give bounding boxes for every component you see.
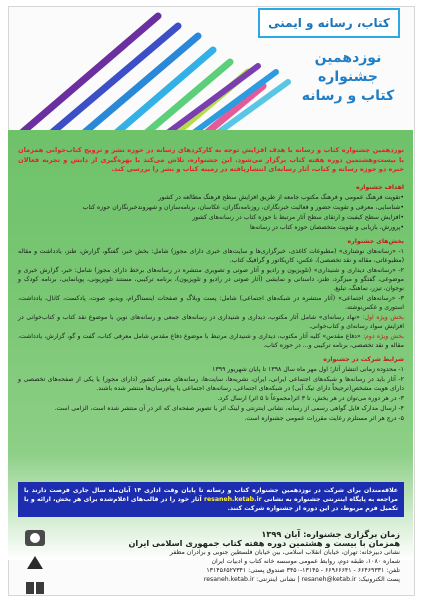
secretariat-address-2: شماره ۱۰۸۰، طبقه دوم، روابط عمومی موسسه خانه کتاب و ادبیات ایران xyxy=(211,558,400,565)
notice-text-2: آثار خود را در قالب‌های اعلام‌شده برای هر بخش، ارائه و با تکمیل فرم مربوط، در این دوره از جشنواره شرکت کنند. xyxy=(24,496,398,512)
ministry-logo-icon xyxy=(24,554,46,572)
special-section-1 xyxy=(18,313,404,331)
goals-item: •افزایش سطح کیفیت و ارتقای سطح آثار مرتبط با حوزه کتاب در رسانه‌های کشور xyxy=(192,213,404,221)
festival-title-line-1: نوزدهمین xyxy=(314,50,382,66)
book-house-logo-icon xyxy=(24,579,46,597)
sponsor-logos xyxy=(14,528,62,590)
special-section-1-text: «نهاد رسانه‌ای» شامل آثار مکتوب، دیداری و شنیداری در رسانه‌های جمعی و رسانه‌های نوین با موضوع نقد کتاب و کتاب‌خوانی در افزایش سواد رسانه‌ای و کتاب‌خوانی. xyxy=(18,313,404,330)
goals-item: •تقویت فرهنگ عمومی و فرهنگ مکتوب جامعه از طریق افزایش سطح فرهنگ مطالعه در کشور xyxy=(158,193,404,201)
secretariat-address: نشانی دبیرخانه: تهران، خیابان انقلاب اسلامی، بین خیابان فلسطین جنوبی و برادران مظفر xyxy=(169,549,400,556)
special-section-1-label: بخش ویژه اول: xyxy=(362,313,405,321)
main-content xyxy=(18,146,404,424)
registration-notice xyxy=(18,482,404,517)
festival-event-line: همزمان با بیست و هشتمین دوره هفته کتاب جمهوری اسلامی ایران xyxy=(128,538,400,548)
special-section-2-label: بخش ویژه دوم: xyxy=(362,332,404,340)
conditions-item: ۲- آثار باید در رسانه‌ها و شبکه‌های اجتماعی ایرانی، ایران، نشریه‌ها، سایت‌ها، رسانه‌های معتبر کشور (دارای مجوز) یا یکی از صفحه‌های تخصصی و دارای هویت مشخص(ترجیحاً دارای تیک آبی) در شبکه‌های اجتماعی، رسانه‌های اجتماعی یا پیام‌رسان‌ها منتشر شده باشند. xyxy=(18,375,404,392)
special-section-2 xyxy=(18,332,404,350)
emblem-logo-icon xyxy=(24,529,46,547)
conditions-item: ۱- محدوده زمانی انتشار آثار؛ اول مهر ماه سال ۱۳۹۸ تا پایان شهریور ۱۳۹۹ xyxy=(212,365,404,373)
intro-paragraph: نوزدهمین جشنواره کتاب و رسانه با هدف افزایش توجه به کارکردهای رسانه در حوزه نشر و ترویج کتاب‌خوانی همزمان با بیست‌وهشتمین دوره هفته کتاب برگزار می‌شود. این جشنواره، تلاش می‌کند با بهره‌گیری از دانش و تجربه فعالان خبره دو حوزه رسانه و کتاب، آثار رسانه‌ای انتشاریافته در زمینه کتاب و نشر را بررسی کند. xyxy=(18,146,404,174)
festival-title-line-3: کتاب و رسانه xyxy=(301,88,395,104)
conditions-item: ۳- در هر دوره می‌توان در هر بخش، تا ۳ اثر(مجموعاً تا ۵ اثر) ارسال کرد. xyxy=(217,394,404,402)
sections-item: ۱- «رسانه‌های نوشتاری» (مطبوعات کاغذی، خبرگزاری‌ها و سایت‌های خبری دارای مجوز) شامل: بخش خبر، گفتگو، گزارش، طنز، یادداشت و مقاله (مطبوعاتی، مقاله و نقد تخصصی)، عکس، کاریکاتور و گرافیک کتاب. xyxy=(18,247,404,264)
goals-item: •پرورش، بازیابی و تقویت متخصصان حوزه کتاب در رسانه‌ها xyxy=(249,223,404,231)
contact-phones: تلفن: ۶۶۴۶۹۳۳۱ - ۶۶۹۶۶۶۴۱ - ۱۳۱۴۵-۳۴۵۰ صندوق پستی: ۱۳۱۴۵۶۵۲۷۳۴۱ xyxy=(206,567,400,574)
notice-url-link[interactable]: resaneh.ketab.ir xyxy=(203,496,262,503)
sections-item: ۳- «رسانه‌های اجتماعی» (آثار منتشره در شبکه‌های اجتماعی) شامل: پست وبلاگ و صفحات اینستاگرام، ویدیو، صوت، پادکست، کانال، یادداشت، استوری و عکس‌نوشته. xyxy=(18,294,404,311)
festival-date: زمان برگزاری جشنواره: آبان ۱۳۹۹ xyxy=(261,529,400,539)
festival-title-line-2: جشنواره xyxy=(318,69,378,85)
goals-heading: اهداف جشنواره xyxy=(356,183,404,191)
goals-item: •شناسایی، معرفی و تقویت حضور و فعالیت خبرنگاران، روزنامه‌نگاران، عکاسان، برنامه‌سازان و شهروندخبرنگاران حوزه کتاب xyxy=(82,203,404,211)
contact-email: پست الکترونیک: resaneh@ketab.ir | نشانی اینترنتی: resaneh.ketab.ir xyxy=(203,576,400,583)
conditions-item: ۵- درج هر اثر مستلزم رعایت مقررات عمومی جشنواره است. xyxy=(244,414,404,422)
footer-info xyxy=(70,530,400,584)
sections-heading: بخش‌های جشنواره xyxy=(347,237,404,245)
conditions-item: ۴- ارسال مدارک فایل گواهی رسمی از رسانه، نشانی اینترنتی و لینک اثر یا تصویر صفحه‌ای که اثر در آن منتشر شده است، الزامی است. xyxy=(54,404,404,412)
badge-title: کتاب، رسانه و ایمنی xyxy=(258,8,400,38)
sections-item: ۲- «رسانه‌های دیداری و شنیداری» (تلویزیون و رادیو و آثار صوتی و تصویری منتشره در رسانه‌های برخط دارای مجوز) شامل: خبر، گزارش خبری و موضوعی، گفتگو و میزگرد، طنز، داستانی و نمایشی (آثار صوتی در رادیو و تلویزیون)، برنامه ترکیبی، مستند تلویزیونی، پویانمایی، برنامه کودک و نوجوان، تیزر، نماهنگ، تبلیغ. xyxy=(18,266,404,292)
special-section-2-text: «دفاع مقدس» کلیه آثار مکتوب، دیداری و شنیداری مرتبط با موضوع دفاع مقدس شامل معرفی کتاب، گفت و گو، گزارش، یادداشت، مقاله و نقد تخصصی، برنامه ترکیبی و... در حوزه کتاب. xyxy=(18,332,404,349)
notice-text-1: علاقه‌مندان برای شرکت در نوزدهمین جشنواره کتاب و رسانه تا پایان وقت اداری ۱۴ آبان‌ماه سال جاری فرصت دارند با مراجعه به پایگاه اینترنتی جشنواره به نشانی xyxy=(24,487,399,503)
festival-title xyxy=(298,48,398,106)
conditions-heading: شرایط شرکت در جشنواره xyxy=(323,355,404,363)
